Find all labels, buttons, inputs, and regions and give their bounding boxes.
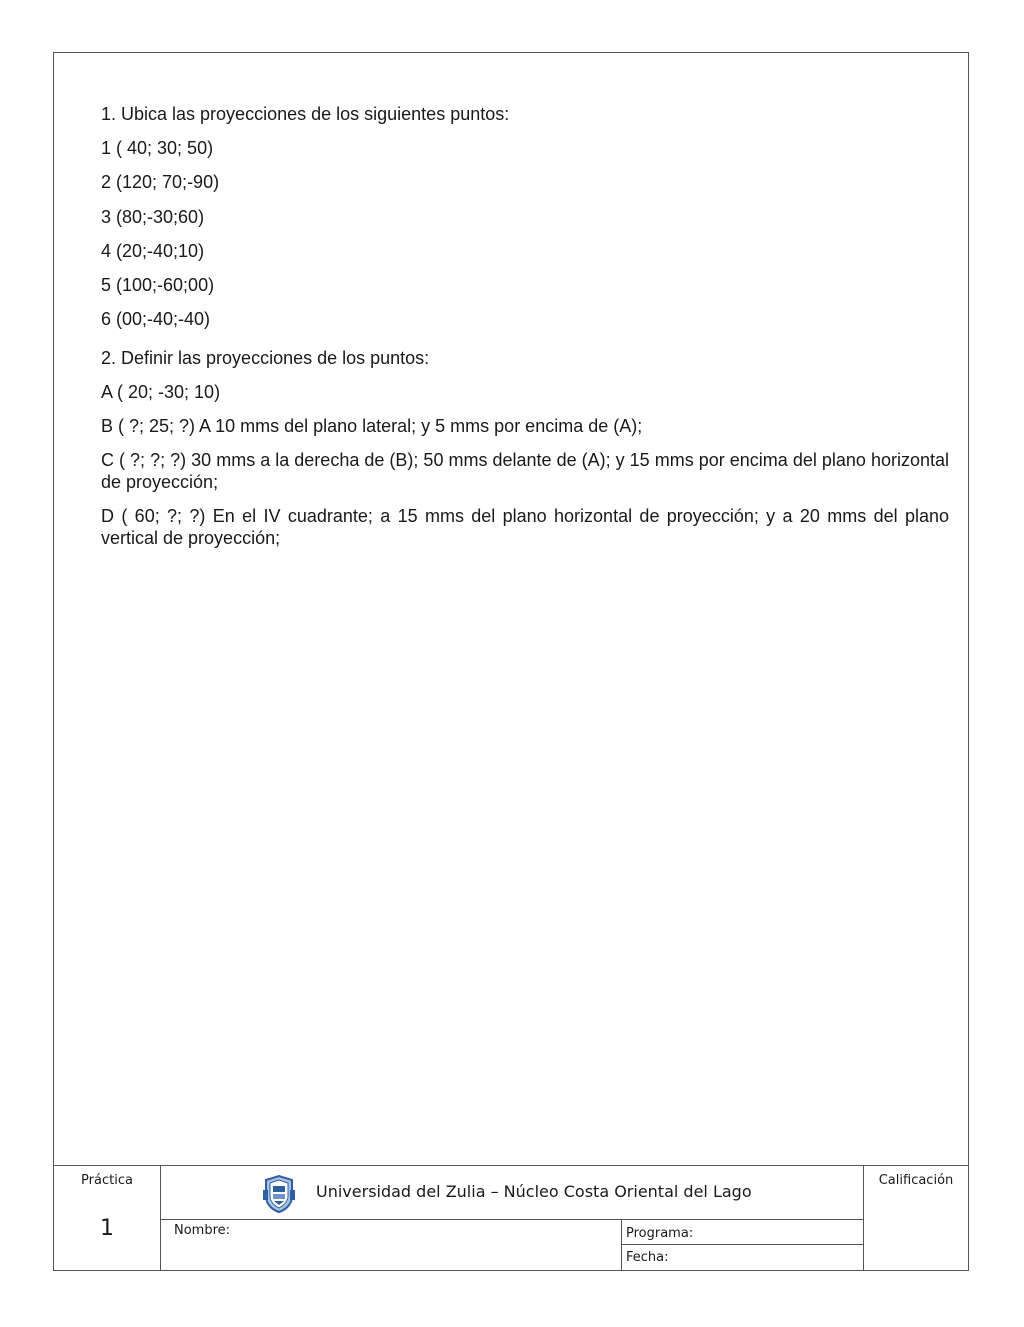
exercise2-item: C ( ?; ?; ?) 30 mms a la derecha de (B); 50 mms delante de (A); y 15 mms por encima del plano horizontal de proyección; (101, 450, 949, 493)
program-field-label: Programa: (626, 1226, 694, 1241)
footer-divider (621, 1219, 622, 1271)
exercise2-item: B ( ?; 25; ?) A 10 mms del plano lateral; y 5 mms por encima de (A); (101, 416, 643, 437)
exercise2-item: D ( 60; ?; ?) En el IV cuadrante; a 15 mms del plano horizontal de proyección; y a 20 mms del plano vertical de proyección; (101, 506, 949, 549)
footer-info-box (54, 1165, 968, 1271)
name-field-label: Nombre: (174, 1223, 231, 1238)
university-shield-icon (262, 1174, 296, 1214)
practice-number: 1 (100, 1216, 114, 1241)
footer-divider (160, 1219, 863, 1220)
university-name: Universidad del Zulia – Núcleo Costa Oriental del Lago (316, 1182, 752, 1201)
exercise1-title: 1. Ubica las proyecciones de los siguientes puntos: (101, 104, 510, 124)
footer-divider (621, 1244, 863, 1245)
exercise-content (101, 103, 949, 561)
exercise1-point: 2 (120; 70;-90) (101, 172, 220, 193)
grade-label: Calificación (878, 1173, 954, 1188)
exercise1-point: 5 (100;-60;00) (101, 274, 215, 295)
date-field-label: Fecha: (626, 1250, 669, 1265)
exercise2-item: A ( 20; -30; 10) (101, 382, 221, 403)
exercise1-point: 1 ( 40; 30; 50) (101, 138, 214, 159)
exercise2-title: 2. Definir las proyecciones de los puntos: (101, 348, 430, 369)
worksheet-page (53, 52, 969, 1271)
exercise1-point: 3 (80;-30;60) (101, 206, 205, 227)
exercise1-point: 4 (20;-40;10) (101, 240, 205, 261)
exercise1-point: 6 (00;-40;-40) (101, 309, 211, 330)
practice-label: Práctica (81, 1173, 133, 1188)
